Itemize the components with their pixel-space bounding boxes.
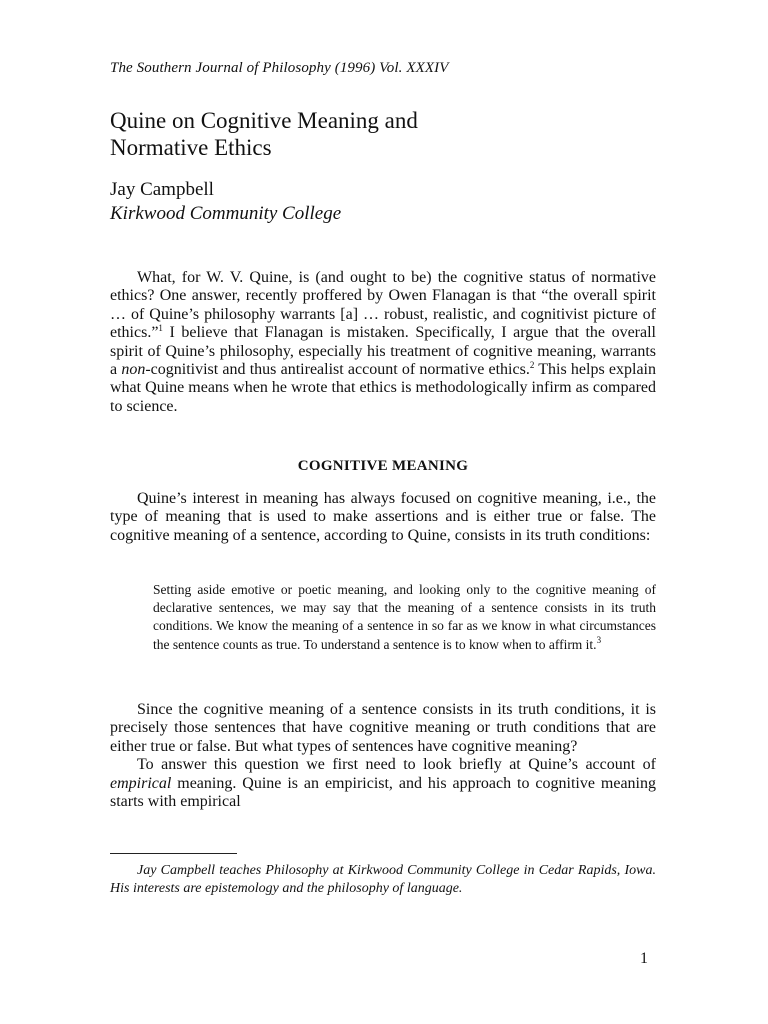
- intro-text-3: -cognitivist and thus antirealist account of normative ethics.: [145, 361, 530, 379]
- section-heading: COGNITIVE MEANING: [297, 458, 469, 474]
- footnote-ref-3: 3: [596, 634, 602, 645]
- author-block: [110, 178, 341, 226]
- intro-paragraph: [110, 269, 656, 416]
- intro-text-1: What, for W. V. Quine, is (and ought to be) the cognitive status of normative ethics? One answer, recently proffered by Owen Flanagan is that “the overall spirit … of Quine’s philosophy warrants [a] … robust, realistic, and cognitivist picture of ethics.”: [110, 269, 656, 342]
- truth-conditions-paragraphs: [110, 701, 656, 811]
- meaning-paragraph: [110, 490, 656, 545]
- empirical-text-2: meaning. Quine is an empiricist, and his approach to cognitive meaning starts with empirical: [110, 774, 656, 811]
- title-line-2: Normative Ethics: [110, 135, 272, 160]
- intro-paragraph-text: [110, 269, 656, 416]
- empirical-text-1: To answer this question we first need to look briefly at Quine’s account of: [137, 756, 656, 774]
- truth-conditions-paragraph: Since the cognitive meaning of a sentence consists in its truth conditions, it is precisely those sentences that have cognitive meaning or truth conditions that are either true or false. But what types of sentences have cognitive meaning?: [110, 701, 656, 755]
- footnote-divider: [110, 853, 237, 854]
- title-line-1: Quine on Cognitive Meaning and: [110, 108, 418, 133]
- author-footnote: Jay Campbell teaches Philosophy at Kirkwood Community College in Cedar Rapids, Iowa. His interests are epistemology and the philosophy of language.: [110, 863, 656, 896]
- journal-header: The Southern Journal of Philosophy (1996) Vol. XXXIV: [110, 60, 449, 76]
- empirical-meaning-paragraph: [110, 756, 656, 811]
- intro-emphasis: non: [121, 361, 146, 379]
- author-affiliation: Kirkwood Community College: [110, 203, 342, 224]
- meaning-paragraph-text: Quine’s interest in meaning has always focused on cognitive meaning, i.e., the type of meaning that is used to make assertions and is either true or false. The cognitive meaning of a sentence, according to Quine, consists in its truth conditions:: [110, 490, 656, 544]
- page-number: 1: [640, 950, 648, 967]
- empirical-emphasis: empirical: [110, 774, 172, 792]
- block-quote: [153, 581, 656, 654]
- quote-text: Setting aside emotive or poetic meaning, and looking only to the cognitive meaning of declarative sentences, we may say that the meaning of a sentence consists in its truth conditions. We know the meaning of a sentence in so far as we know in what circumstances the sentence counts as true. To understand a sentence is to know when to affirm it.: [153, 582, 656, 652]
- footnote-ref-2: 2: [529, 360, 535, 371]
- intro-text-4: This helps explain what Quine means when he wrote that ethics is methodologically infirm as compared to science.: [110, 361, 656, 415]
- article-title: [110, 107, 670, 161]
- intro-text-2: I believe that Flanagan is mistaken. Specifically, I argue that the overall spirit of Quine’s philosophy, especially his treatment of cognitive meaning, warrants a: [110, 324, 656, 379]
- footnote-ref-1: 1: [158, 323, 163, 334]
- author-name: Jay Campbell: [110, 179, 214, 200]
